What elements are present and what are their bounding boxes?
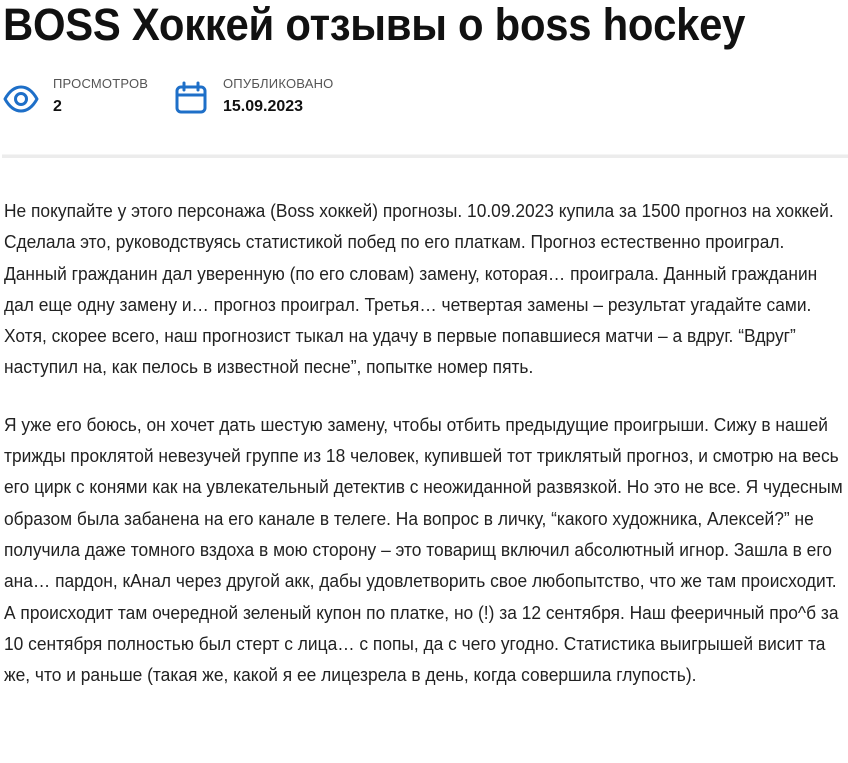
page-title: BOSS Хоккей отзывы о boss hockey	[3, 0, 746, 50]
article-body	[4, 196, 846, 717]
paragraph: Я уже его боюсь, он хочет дать шестую замену, чтобы отбить предыдущие проигрыши. Сижу в нашей трижды проклятой невезучей группе из 18 человек, купившей тот триклятый прогноз, и смотрю на весь его цирк с конями как на увлекательный детектив с неожиданной развязкой. Но это не все. Я чудесным образом была забанена на его канале в телеге. На вопрос в личку, “какого художника, Алексей?” не получила даже томного вздоха в мою сторону – это товарищ включил абсолютный игнор. Зашла в его ана… пардон, кАнал через другой акк, дабы удовлетворить свое любопытство, что же там происходит. А происходит там очередной зеленый купон по платке, но (!) за 12 сентября. Наш фееричный про^б за 10 сентября полностью был стерт с лица… с попы, да с чего угодно. Статистика выигрышей висит та же, что и раньше (такая же, какой я ее лицезрела в день, когда совершила глупость).	[4, 414, 843, 686]
published-date: 15.09.2023	[223, 98, 304, 115]
views-count: 2	[53, 98, 62, 115]
paragraph: Не покупайте у этого персонажа (Boss хоккей) прогнозы. 10.09.2023 купила за 1500 прогноз на хоккей. Сделала это, руководствуясь статистикой побед по его платкам. Прогноз естественно проиграл. Данный гражданин дал уверенную (по его словам) замену, которая… проиграла. Данный гражданин дал еще одну замену и… прогноз проиграл. Третья… четвертая замены – результат угадайте сами. Хотя, скорее всего, наш прогнозист тыкал на удачу в первые попавшиеся матчи – а вдруг. “Вдруг” наступил на, как пелось в известной песне”, попытке номер пять.	[4, 201, 834, 378]
published-label: ОПУБЛИКОВАНО	[223, 76, 334, 91]
eye-icon	[2, 80, 40, 118]
calendar-icon	[172, 79, 210, 117]
divider	[2, 154, 848, 158]
views-label: ПРОСМОТРОВ	[53, 76, 149, 91]
